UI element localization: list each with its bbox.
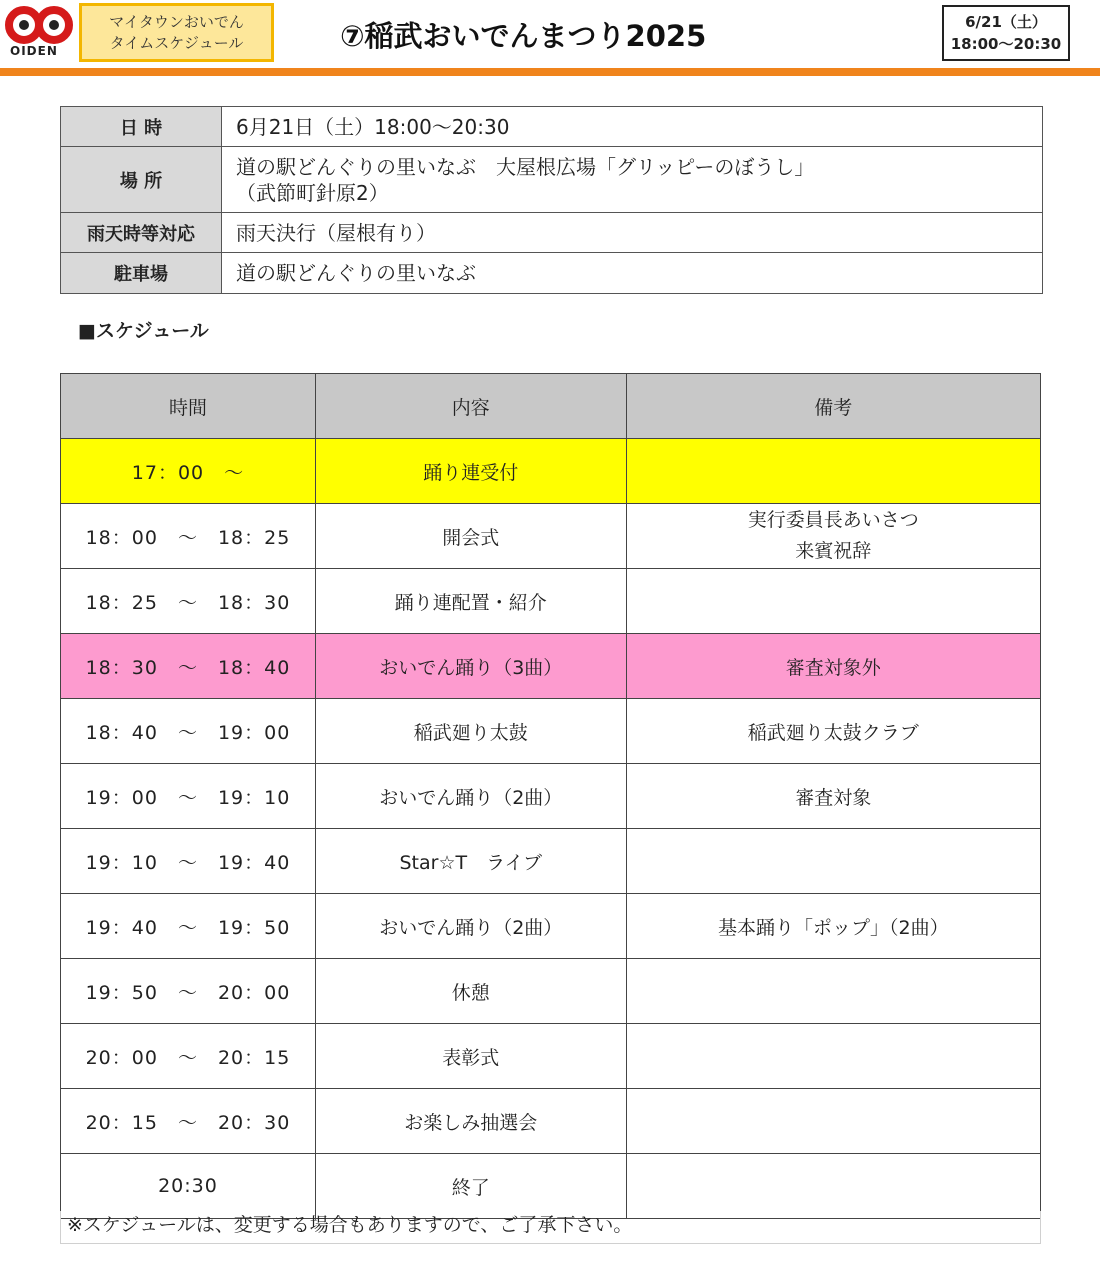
table-row	[61, 504, 1041, 569]
event-info-table	[60, 106, 1043, 294]
time-cell: 19：10 ～ 19：40	[61, 829, 316, 894]
info-value	[222, 147, 1043, 213]
table-row	[61, 699, 1041, 764]
schedule-badge	[79, 3, 274, 62]
note-cell: 基本踊り「ポップ」（2曲）	[626, 894, 1040, 959]
content-cell: 開会式	[315, 504, 626, 569]
date-line1: 6/21（土）	[965, 13, 1047, 31]
time-cell: 20：00 ～ 20：15	[61, 1024, 316, 1089]
schedule-header-row	[61, 374, 1041, 439]
info-row-rain	[61, 213, 1043, 253]
note-cell: 稲武廻り太鼓クラブ	[626, 699, 1040, 764]
badge-line2: タイムスケジュール	[109, 33, 244, 52]
time-cell: 20:30	[61, 1154, 316, 1219]
info-label: 日 時	[61, 107, 222, 147]
content-cell: おいでん踊り（2曲）	[315, 764, 626, 829]
time-cell: 18：00 ～ 18：25	[61, 504, 316, 569]
note-cell	[626, 504, 1040, 569]
table-row	[61, 439, 1041, 504]
note-cell	[626, 959, 1040, 1024]
info-label: 雨天時等対応	[61, 213, 222, 253]
table-row	[61, 1024, 1041, 1089]
content-cell: お楽しみ抽選会	[315, 1089, 626, 1154]
header-time: 時間	[61, 374, 316, 439]
note-cell: 審査対象	[626, 764, 1040, 829]
time-cell: 18：30 ～ 18：40	[61, 634, 316, 699]
info-row-parking	[61, 253, 1043, 294]
table-row	[61, 829, 1041, 894]
content-cell: 踊り連配置・紹介	[315, 569, 626, 634]
note-cell: 審査対象外	[626, 634, 1040, 699]
note-cell	[626, 439, 1040, 504]
time-cell: 19：50 ～ 20：00	[61, 959, 316, 1024]
badge-line1: マイタウンおいでん	[109, 12, 244, 31]
info-label: 駐車場	[61, 253, 222, 294]
logo-mark-icon	[4, 4, 74, 48]
note-line1: 実行委員長あいさつ	[747, 509, 919, 531]
header-note: 備考	[626, 374, 1040, 439]
info-value: 道の駅どんぐりの里いなぶ	[222, 253, 1043, 294]
content-cell: おいでん踊り（2曲）	[315, 894, 626, 959]
content-cell: 踊り連受付	[315, 439, 626, 504]
time-cell: 20：15 ～ 20：30	[61, 1089, 316, 1154]
table-row	[61, 1089, 1041, 1154]
place-line1: 道の駅どんぐりの里いなぶ 大屋根広場「グリッピーのぼうし」	[236, 154, 815, 179]
time-cell: 18：25 ～ 18：30	[61, 569, 316, 634]
table-row	[61, 569, 1041, 634]
time-cell: 19：00 ～ 19：10	[61, 764, 316, 829]
note-cell	[626, 829, 1040, 894]
content-cell: 休憩	[315, 959, 626, 1024]
table-row	[61, 634, 1041, 699]
table-row	[61, 959, 1041, 1024]
page-title: ⑦稲武おいでんまつり2025	[340, 19, 707, 53]
note-cell	[626, 1024, 1040, 1089]
note-cell	[626, 1089, 1040, 1154]
info-row-datetime	[61, 107, 1043, 147]
time-cell: 18：40 ～ 19：00	[61, 699, 316, 764]
time-cell: 17：00 ～	[61, 439, 316, 504]
info-row-place	[61, 147, 1043, 213]
note-cell	[626, 1154, 1040, 1219]
info-value: 6月21日（土）18:00～20:30	[222, 107, 1043, 147]
note-line2: 来賓祝辞	[795, 540, 872, 562]
content-cell: 終了	[315, 1154, 626, 1219]
date-box	[942, 5, 1070, 61]
table-row	[61, 764, 1041, 829]
footnote: ※スケジュールは、変更する場合もありますので、ご了承下さい。	[60, 1211, 1041, 1244]
place-line2: （武節町針原2）	[236, 180, 389, 205]
content-cell: 稲武廻り太鼓	[315, 699, 626, 764]
logo-text: OIDEN	[10, 44, 58, 58]
content-cell: 表彰式	[315, 1024, 626, 1089]
schedule-table	[60, 373, 1041, 1219]
header-content: 内容	[315, 374, 626, 439]
info-value: 雨天決行（屋根有り）	[222, 213, 1043, 253]
content-cell: おいでん踊り（3曲）	[315, 634, 626, 699]
header-divider	[0, 68, 1100, 76]
table-row	[61, 1154, 1041, 1219]
schedule-heading: ■スケジュール	[78, 320, 209, 342]
date-line2: 18:00～20:30	[950, 35, 1062, 53]
time-cell: 19：40 ～ 19：50	[61, 894, 316, 959]
content-cell: Star☆T ライブ	[315, 829, 626, 894]
note-cell	[626, 569, 1040, 634]
table-row	[61, 894, 1041, 959]
info-label: 場 所	[61, 147, 222, 213]
